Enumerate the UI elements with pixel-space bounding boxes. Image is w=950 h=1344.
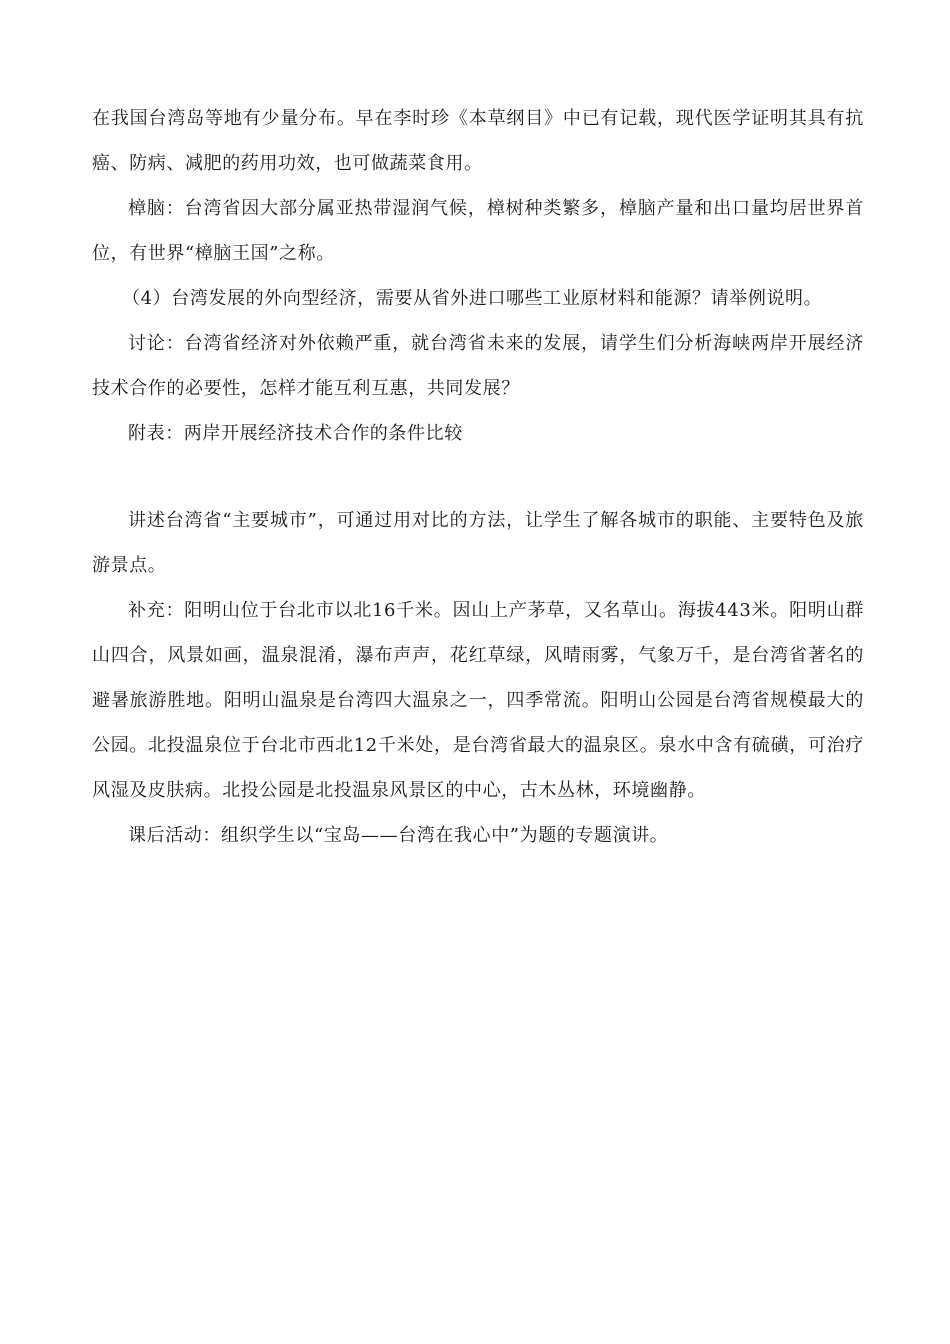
document-body	[92, 96, 864, 858]
paragraph-camphor: 樟脑：台湾省因大部分属亚热带湿润气候，樟树种类繁多，樟脑产量和出口量均居世界首位，有世界“樟脑王国”之称。	[92, 198, 864, 264]
paragraph-appendix-table: 附表：两岸开展经济技术合作的条件比较	[128, 423, 463, 444]
paragraph-question-4: （4）台湾发展的外向型经济，需要从省外进口哪些工业原材料和能源？请举例说明。	[122, 288, 823, 309]
paragraph-gap	[92, 456, 864, 498]
paragraph-after-class-activity: 课后活动：组织学生以“宝岛——台湾在我心中”为题的专题演讲。	[128, 825, 669, 846]
paragraph-supplement-yangmingshan: 补充：阳明山位于台北市以北16千米。因山上产茅草，又名草山。海拔443米。阳明山群山四合，风景如画，温泉混淆，瀑布声声，花红草绿，风晴雨雾，气象万千，是台湾省著名的避暑旅游胜地。阳明山温泉是台湾四大温泉之一，四季常流。阳明山公园是台湾省规模最大的公园。北投温泉位于台北市西北12千米处，是台湾省最大的温泉区。泉水中含有硫磺，可治疗风湿及皮肤病。北投公园是北投温泉风景区的中心，古木丛林，环境幽静。	[92, 600, 864, 801]
paragraph-main-cities: 讲述台湾省“主要城市”，可通过用对比的方法，让学生了解各城市的职能、主要特色及旅游景点。	[92, 510, 864, 576]
paragraph-discussion: 讨论：台湾省经济对外依赖严重，就台湾省未来的发展，请学生们分析海峡两岸开展经济技术合作的必要性，怎样才能互利互惠，共同发展？	[92, 333, 864, 399]
paragraph-bencao-continued: 在我国台湾岛等地有少量分布。早在李时珍《本草纲目》中已有记载，现代医学证明其具有抗癌、防病、减肥的药用功效，也可做蔬菜食用。	[92, 108, 864, 174]
